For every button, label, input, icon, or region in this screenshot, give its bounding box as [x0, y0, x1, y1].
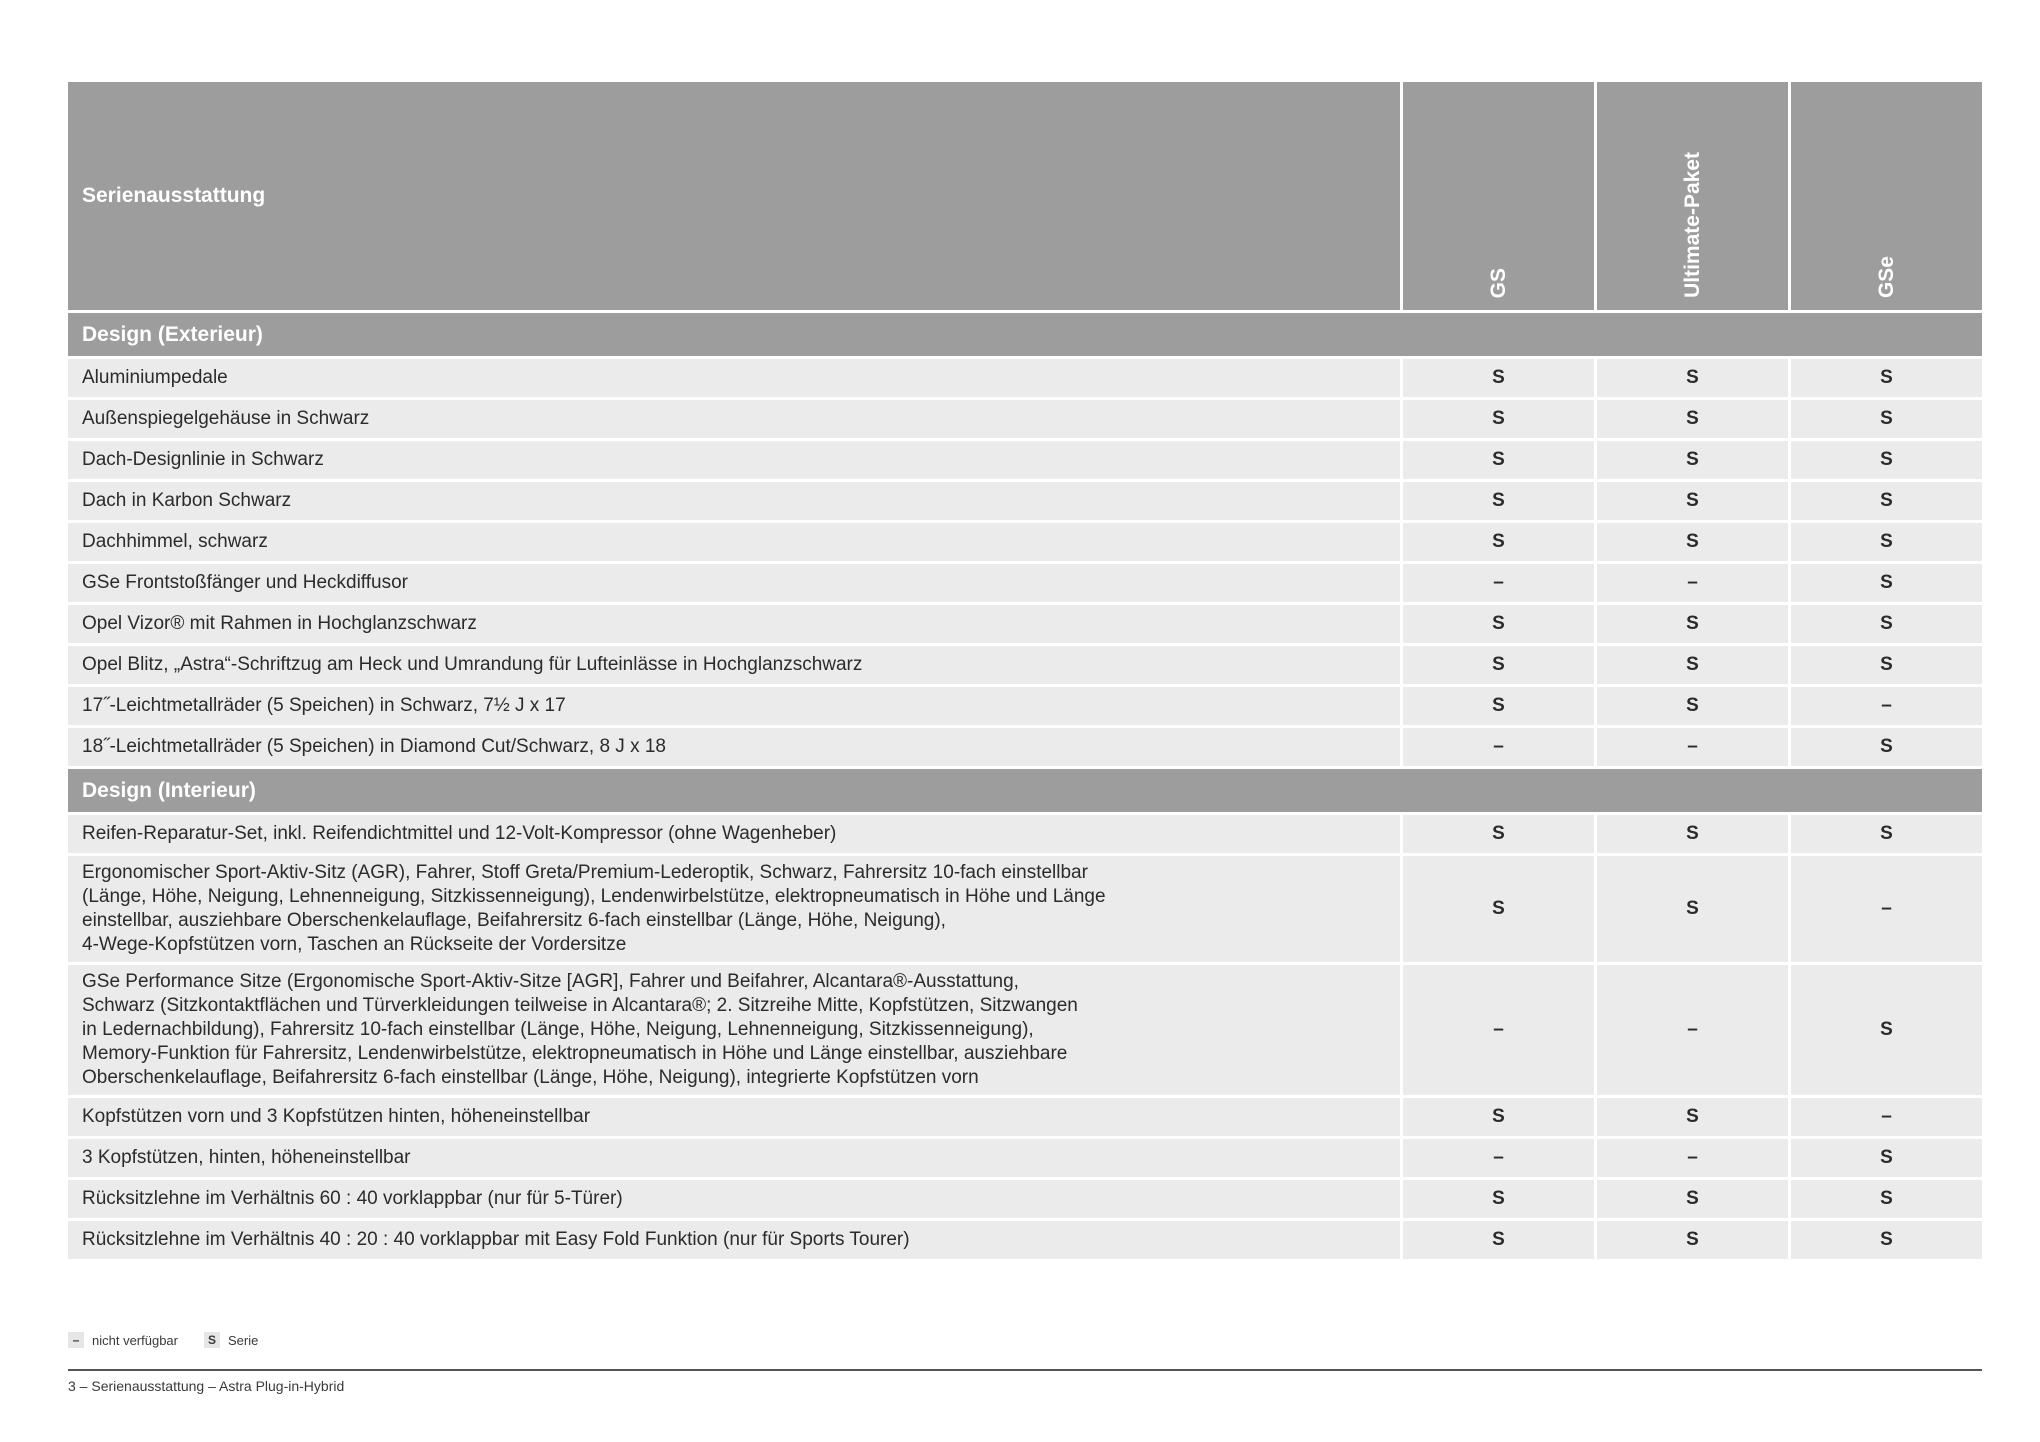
availability-cell: S — [1594, 400, 1788, 441]
footer-divider — [68, 1369, 1982, 1371]
table-row — [68, 1221, 1982, 1262]
availability-cell: S — [1594, 441, 1788, 482]
availability-cell: – — [1594, 965, 1788, 1098]
availability-cell: S — [1400, 687, 1594, 728]
availability-cell: – — [1594, 728, 1788, 769]
table-row — [68, 359, 1982, 400]
column-header-ultimate — [1594, 82, 1788, 313]
availability-cell: S — [1788, 400, 1982, 441]
availability-cell: S — [1400, 815, 1594, 856]
availability-cell: S — [1594, 646, 1788, 687]
feature-label: GSe Performance Sitze (Ergonomische Sport-Aktiv-Sitze [AGR], Fahrer und Beifahrer, Alcantara®-Ausstattung, Schwarz (Sitzkontaktflächen und Türverkleidungen teilweise in Alcantara®; 2. Sitzreihe Mitte, Kopfstützen, Sitzwangen in Ledernachbildung), Fahrersitz 10-fach einstellbar (Länge, Höhe, Neigung, Lehnenneigung, Sitzkissenneigung), Memory-Funktion für Fahrersitz, Lendenwirbelstütze, elektropneumatisch in Höhe und Länge einstellbar, ausziehbare Oberschenkelauflage, Beifahrersitz 6-fach einstellbar (Länge, Höhe, Neigung), integrierte Kopfstützen vorn — [68, 965, 1400, 1098]
feature-label: Dachhimmel, schwarz — [68, 523, 1400, 564]
feature-label: Außenspiegelgehäuse in Schwarz — [68, 400, 1400, 441]
availability-cell: – — [1788, 856, 1982, 965]
availability-cell: – — [1400, 965, 1594, 1098]
section-header-row — [68, 313, 1982, 359]
availability-cell: – — [1788, 1098, 1982, 1139]
availability-cell: S — [1788, 1221, 1982, 1262]
availability-cell: S — [1788, 359, 1982, 400]
feature-label: Rücksitzlehne im Verhältnis 60 : 40 vorklappbar (nur für 5-Türer) — [68, 1180, 1400, 1221]
feature-label: Aluminiumpedale — [68, 359, 1400, 400]
availability-cell: S — [1594, 1098, 1788, 1139]
section-title: Design (Exterieur) — [68, 313, 1982, 359]
column-header-label: GS — [1486, 267, 1510, 298]
availability-cell: S — [1594, 523, 1788, 564]
feature-label: GSe Frontstoßfänger und Heckdiffusor — [68, 564, 1400, 605]
table-title — [68, 82, 1400, 313]
availability-cell: – — [1594, 564, 1788, 605]
table-header-row — [68, 82, 1982, 313]
spec-table — [68, 82, 1982, 1262]
table-row — [68, 856, 1982, 965]
availability-cell: S — [1400, 400, 1594, 441]
availability-cell: S — [1594, 687, 1788, 728]
feature-label: Opel Blitz, „Astra“-Schriftzug am Heck und Umrandung für Lufteinlässe in Hochglanzschwarz — [68, 646, 1400, 687]
availability-cell: S — [1788, 523, 1982, 564]
table-row — [68, 1139, 1982, 1180]
feature-label: 18˝-Leichtmetallräder (5 Speichen) in Diamond Cut/Schwarz, 8 J x 18 — [68, 728, 1400, 769]
feature-label: Reifen-Reparatur-Set, inkl. Reifendichtmittel und 12-Volt-Kompressor (ohne Wagenheber) — [68, 815, 1400, 856]
availability-cell: S — [1788, 564, 1982, 605]
feature-label: 3 Kopfstützen, hinten, höheneinstellbar — [68, 1139, 1400, 1180]
column-header-label: Ultimate-Paket — [1680, 152, 1704, 298]
table-title-text: Serienausstattung — [82, 184, 266, 207]
column-header-label: GSe — [1874, 255, 1898, 298]
availability-cell: S — [1594, 856, 1788, 965]
column-header-gs — [1400, 82, 1594, 313]
legend — [68, 1332, 284, 1348]
availability-cell: S — [1788, 965, 1982, 1098]
availability-cell: S — [1594, 482, 1788, 523]
table-body — [68, 313, 1982, 1262]
availability-cell: S — [1400, 605, 1594, 646]
feature-label: Dach in Karbon Schwarz — [68, 482, 1400, 523]
feature-label: Dach-Designlinie in Schwarz — [68, 441, 1400, 482]
availability-cell: S — [1788, 605, 1982, 646]
column-header-gse — [1788, 82, 1982, 313]
table-row — [68, 482, 1982, 523]
section-header-row — [68, 769, 1982, 815]
availability-cell: S — [1594, 359, 1788, 400]
legend-na-label: nicht verfügbar — [92, 1332, 178, 1348]
availability-cell: S — [1788, 1180, 1982, 1221]
legend-standard-label: Serie — [228, 1332, 259, 1348]
availability-cell: S — [1788, 728, 1982, 769]
legend-standard-symbol: S — [204, 1332, 220, 1348]
table-row — [68, 728, 1982, 769]
availability-cell: S — [1400, 359, 1594, 400]
availability-cell: – — [1400, 564, 1594, 605]
availability-cell: S — [1400, 1221, 1594, 1262]
availability-cell: S — [1400, 646, 1594, 687]
feature-label: Rücksitzlehne im Verhältnis 40 : 20 : 40 vorklappbar mit Easy Fold Funktion (nur für Sports Tourer) — [68, 1221, 1400, 1262]
availability-cell: – — [1400, 1139, 1594, 1180]
legend-na-symbol: – — [68, 1332, 84, 1348]
table-row — [68, 965, 1982, 1098]
table-row — [68, 1180, 1982, 1221]
availability-cell: S — [1400, 482, 1594, 523]
section-title: Design (Interieur) — [68, 769, 1982, 815]
availability-cell: S — [1400, 441, 1594, 482]
feature-label: 17˝-Leichtmetallräder (5 Speichen) in Schwarz, 7½ J x 17 — [68, 687, 1400, 728]
availability-cell: S — [1594, 815, 1788, 856]
availability-cell: S — [1788, 482, 1982, 523]
table-row — [68, 564, 1982, 605]
table-row — [68, 815, 1982, 856]
footer-text: 3 – Serienausstattung – Astra Plug-in-Hybrid — [68, 1378, 345, 1394]
table-row — [68, 687, 1982, 728]
availability-cell: S — [1400, 1180, 1594, 1221]
availability-cell: S — [1400, 856, 1594, 965]
availability-cell: – — [1594, 1139, 1788, 1180]
table-row — [68, 646, 1982, 687]
availability-cell: S — [1788, 815, 1982, 856]
availability-cell: S — [1594, 605, 1788, 646]
availability-cell: S — [1400, 1098, 1594, 1139]
feature-label: Ergonomischer Sport-Aktiv-Sitz (AGR), Fahrer, Stoff Greta/Premium-Lederoptik, Schwarz, Fahrersitz 10-fach einstellbar (Länge, Höhe, Neigung, Lehnenneigung, Sitzkissenneigung), Lendenwirbelstütze, elektropneumatisch in Höhe und Länge einstellbar, ausziehbare Oberschenkelauflage, Beifahrersitz 6-fach einstellbar (Länge, Höhe, Neigung), 4-Wege-Kopfstützen vorn, Taschen an Rückseite der Vordersitze — [68, 856, 1400, 965]
availability-cell: – — [1788, 687, 1982, 728]
feature-label: Opel Vizor® mit Rahmen in Hochglanzschwarz — [68, 605, 1400, 646]
feature-label: Kopfstützen vorn und 3 Kopfstützen hinten, höheneinstellbar — [68, 1098, 1400, 1139]
table-row — [68, 1098, 1982, 1139]
availability-cell: S — [1594, 1180, 1788, 1221]
availability-cell: – — [1400, 728, 1594, 769]
availability-cell: S — [1788, 441, 1982, 482]
availability-cell: S — [1400, 523, 1594, 564]
availability-cell: S — [1788, 1139, 1982, 1180]
availability-cell: S — [1788, 646, 1982, 687]
table-row — [68, 523, 1982, 564]
availability-cell: S — [1594, 1221, 1788, 1262]
table-row — [68, 441, 1982, 482]
table-row — [68, 400, 1982, 441]
table-row — [68, 605, 1982, 646]
